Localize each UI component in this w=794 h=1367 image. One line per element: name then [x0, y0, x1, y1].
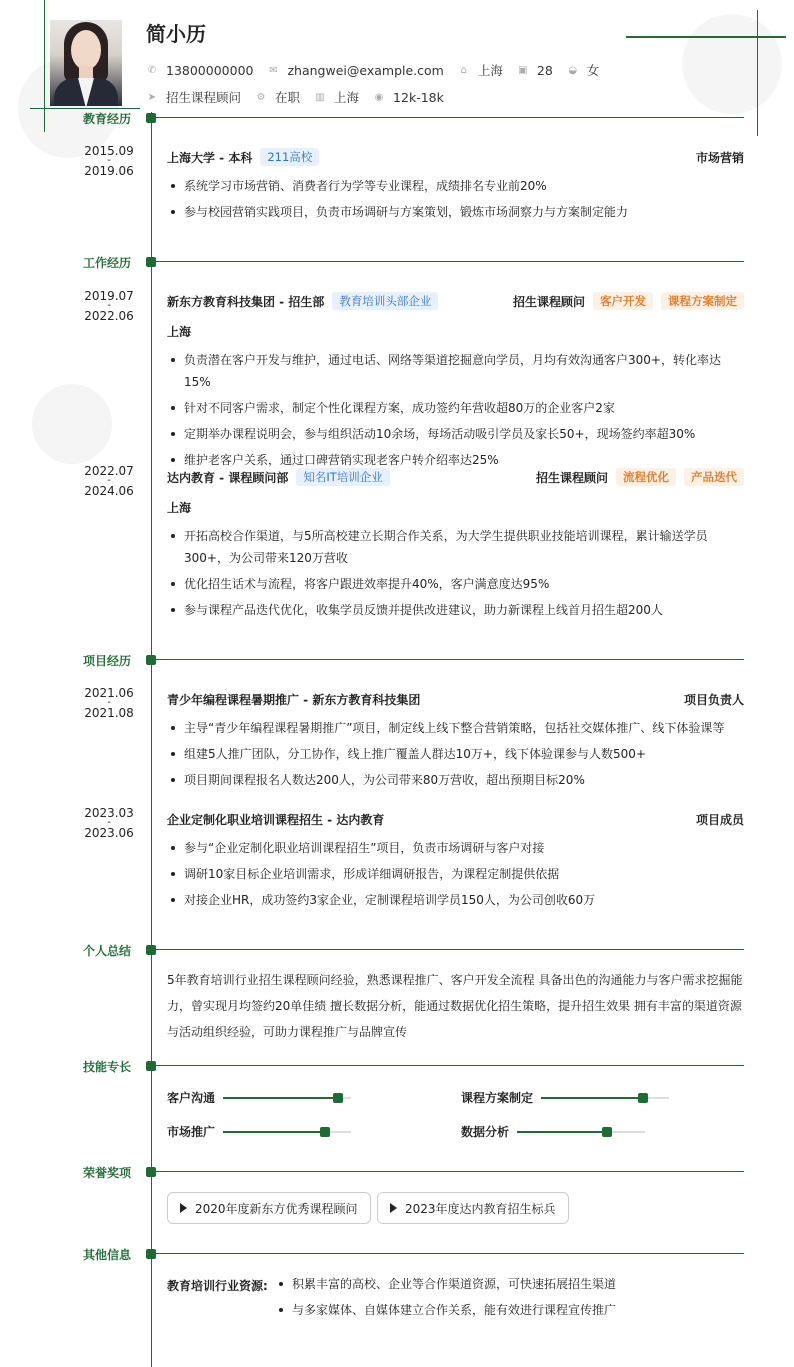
gear-icon: ⚙	[256, 91, 266, 103]
section-title-project: 项目经历	[83, 654, 132, 668]
list-item: 与多家媒体、自媒体建立合作关系，能有效进行课程宣传推广	[275, 1299, 744, 1321]
skill-bar	[223, 1131, 351, 1133]
list-item: 优化招生话术与流程，将客户跟进效率提升40%，客户满意度达95%	[167, 573, 744, 595]
decor-line-left-vertical	[44, 0, 45, 132]
project-entry-head	[167, 811, 744, 828]
job-target: 招生课程顾问	[166, 90, 242, 105]
section-divider	[156, 117, 744, 118]
education-bullets	[167, 175, 744, 227]
project-bullets	[167, 717, 744, 795]
section-title-skills: 技能专长	[83, 1060, 132, 1074]
list-item: 定期举办课程说明会，参与组织活动10余场，每场活动吸引学员及家长50+，现场签约率超30%	[167, 423, 744, 445]
skill-fill	[517, 1131, 607, 1133]
list-item: 积累丰富的高校、企业等合作渠道资源，可快速拓展招生渠道	[275, 1273, 744, 1295]
section-dot	[146, 1249, 156, 1259]
avatar	[50, 20, 122, 106]
skill-tag: 课程方案制定	[661, 292, 744, 310]
award-label: 2020年度新东方优秀课程顾问	[195, 1201, 358, 1216]
skill-fill	[541, 1097, 643, 1099]
gender: 女	[586, 63, 600, 78]
building-icon: ▥	[315, 91, 325, 103]
section-divider	[156, 659, 744, 660]
decor-circle-top-right	[682, 14, 782, 114]
other-label: 教育培训行业资源:	[167, 1279, 268, 1293]
contact-row	[146, 61, 613, 79]
project-role: 项目负责人	[683, 693, 744, 707]
skill-bar	[223, 1097, 351, 1099]
list-item: 开拓高校合作渠道，与5所高校建立长期合作关系，为大学生提供职业技能培训课程，累计输送学员300+，为公司带来120万营收	[167, 525, 744, 569]
education-entry-head	[167, 148, 744, 166]
skill-tag: 客户开发	[593, 292, 653, 310]
gender-icon: ◒	[568, 64, 578, 76]
major: 市场营销	[695, 150, 744, 165]
play-icon	[390, 1203, 397, 1213]
section-title-work: 工作经历	[83, 256, 132, 270]
date-range: 2015.09 - 2019.06	[84, 144, 134, 178]
company-tag: 知名IT培训企业	[296, 468, 389, 486]
company-tag: 教育培训头部企业	[332, 292, 438, 310]
date-range: 2019.07 - 2022.06	[84, 289, 134, 323]
expected-city: 上海	[334, 90, 360, 105]
list-item: 系统学习市场营销、消费者行为学等专业课程，成绩排名专业前20%	[167, 175, 744, 197]
date-range: 2022.07 - 2024.06	[84, 464, 134, 498]
phone-icon: ✆	[147, 64, 157, 76]
money-icon: ◉	[374, 91, 384, 103]
intent-row	[146, 88, 458, 106]
list-item: 主导“青少年编程课程暑期推广”项目，制定线上线下整合营销策略，包括社交媒体推广、线下体验课等	[167, 717, 744, 739]
list-item: 调研10家目标企业培训需求，形成详细调研报告，为课程定制提供依据	[167, 863, 744, 885]
section-dot	[146, 1061, 156, 1071]
work-city: 上海	[167, 325, 192, 339]
section-divider	[156, 261, 744, 262]
skill-knob	[333, 1093, 343, 1103]
list-item: 项目期间课程报名人数达200人，为公司带来80万营收，超出预期目标20%	[167, 769, 744, 791]
phone: 13800000000	[166, 62, 254, 78]
skill-bar	[517, 1131, 645, 1133]
skill-name: 课程方案制定	[461, 1091, 534, 1105]
section-dot	[146, 945, 156, 955]
list-item: 维护老客户关系，通过口碑营销实现老客户转介绍率达25%	[167, 449, 744, 471]
skill-fill	[223, 1097, 338, 1099]
send-icon: ➤	[147, 91, 157, 103]
date-range: 2021.06 - 2021.08	[84, 686, 134, 720]
skill-knob	[602, 1127, 612, 1137]
work-entry-head	[167, 468, 744, 486]
candidate-name: 简小历	[146, 22, 206, 46]
age: 28	[536, 62, 553, 78]
job-status: 在职	[275, 90, 301, 105]
section-divider	[156, 949, 744, 950]
skill-name: 数据分析	[461, 1125, 510, 1139]
email: zhangwei@example.com	[287, 62, 444, 78]
section-title-summary: 个人总结	[83, 944, 132, 958]
timeline-line	[151, 112, 152, 1367]
city: 上海	[477, 63, 503, 78]
decor-line-right-vertical	[757, 10, 758, 136]
project-bullets	[167, 837, 744, 915]
skill-fill	[223, 1131, 325, 1133]
work-city: 上海	[167, 501, 192, 515]
section-title-awards: 荣誉奖项	[83, 1166, 132, 1180]
skill-tag: 产品迭代	[684, 468, 744, 486]
play-icon	[180, 1203, 187, 1213]
decor-circle-mid-left	[32, 384, 112, 464]
section-divider	[156, 1065, 744, 1066]
other-bullets	[275, 1273, 744, 1325]
email-icon: ✉	[269, 64, 278, 76]
skill-item	[461, 1089, 669, 1106]
work-bullets	[167, 349, 744, 475]
list-item: 参与“企业定制化职业培训课程招生”项目，负责市场调研与客户对接	[167, 837, 744, 859]
school-tag: 211高校	[260, 148, 319, 166]
skill-item	[461, 1123, 645, 1140]
list-item: 负责潜在客户开发与维护，通过电话、网络等渠道挖掘意向学员，月均有效沟通客户300+，转化率达15%	[167, 349, 744, 393]
role: 招生课程顾问	[512, 294, 585, 309]
section-title-education: 教育经历	[83, 112, 132, 126]
role: 招生课程顾问	[535, 470, 608, 485]
list-item: 参与课程产品迭代优化，收集学员反馈并提供改进建议，助力新课程上线首月招生超200人	[167, 599, 744, 621]
award-label: 2023年度达内教育招生标兵	[405, 1201, 556, 1216]
decor-line-right-horizontal	[626, 36, 786, 38]
project-title: 企业定制化职业培训课程招生 - 达内教育	[167, 813, 385, 827]
award-item	[167, 1192, 371, 1224]
skill-knob	[320, 1127, 330, 1137]
work-bullets	[167, 525, 744, 625]
age-icon: ▣	[518, 64, 528, 76]
list-item: 针对不同客户需求，制定个性化课程方案，成功签约年营收超80万的企业客户2家	[167, 397, 744, 419]
list-item: 参与校园营销实践项目，负责市场调研与方案策划，锻炼市场洞察力与方案制定能力	[167, 201, 744, 223]
project-role: 项目成员	[695, 813, 744, 827]
salary: 12k-18k	[393, 89, 444, 105]
section-divider	[156, 1171, 744, 1172]
company-title: 新东方教育科技集团 - 招生部	[167, 294, 325, 309]
date-range: 2023.03 - 2023.06	[84, 806, 134, 840]
project-entry-head	[167, 691, 744, 708]
work-entry-head	[167, 292, 744, 310]
section-dot	[146, 113, 156, 123]
decor-line-left-horizontal	[30, 108, 140, 109]
section-dot	[146, 1167, 156, 1177]
skill-name: 客户沟通	[167, 1091, 216, 1105]
skill-tag: 流程优化	[616, 468, 676, 486]
summary-text: 5年教育培训行业招生课程顾问经验，熟悉课程推广、客户开发全流程 具备出色的沟通能力与客户需求挖掘能力，曾实现月均签约20单佳绩 擅长数据分析，能通过数据优化招生策略，提升招生效果 拥有丰富的渠道资源与活动组织经验，可助力课程推广与品牌宣传	[167, 973, 743, 1039]
company-title: 达内教育 - 课程顾问部	[167, 470, 289, 485]
award-item	[377, 1192, 569, 1224]
skill-bar	[541, 1097, 669, 1099]
list-item: 对接企业HR，成功签约3家企业，定制课程培训学员150人，为公司创收60万	[167, 889, 744, 911]
skill-knob	[638, 1093, 648, 1103]
skill-item	[167, 1123, 351, 1140]
home-icon: ⌂	[460, 64, 468, 76]
section-dot	[146, 257, 156, 267]
section-divider	[156, 1253, 744, 1254]
list-item: 组建5人推广团队，分工协作，线上推广覆盖人群达10万+，线下体验课参与人数500+	[167, 743, 744, 765]
school-title: 上海大学 - 本科	[167, 150, 253, 165]
skill-item	[167, 1089, 351, 1106]
section-dot	[146, 655, 156, 665]
project-title: 青少年编程课程暑期推广 - 新东方教育科技集团	[167, 693, 421, 707]
skill-name: 市场推广	[167, 1125, 216, 1139]
section-title-other: 其他信息	[83, 1248, 132, 1262]
